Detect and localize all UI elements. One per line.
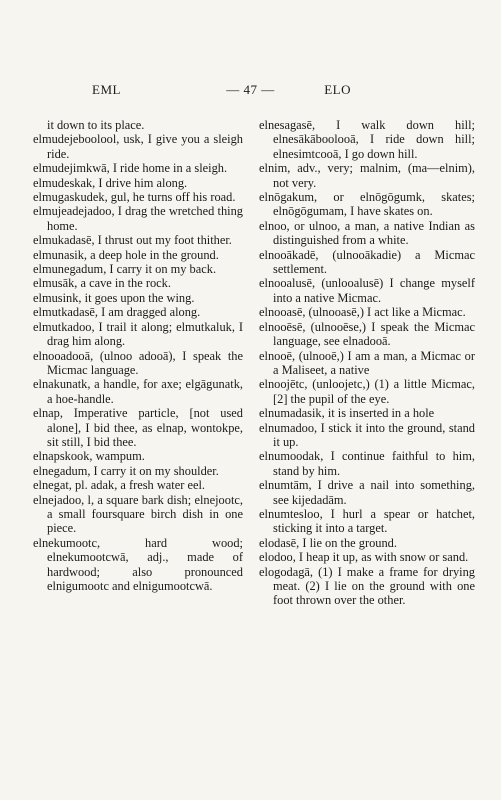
dictionary-entry: elmukadasē, I thrust out my foot thither.	[33, 233, 232, 248]
dictionary-entry: elnekumootc, hard wood; elnekumootcwā, adj., made of hardwood; also pronounced elnigumootc and elnigumootcwā.	[33, 535, 243, 593]
dictionary-entry: elnakunatk, a handle, for axe; elgāgunatk, a hoe-handle.	[33, 377, 243, 406]
dictionary-entry: elmutkadoo, I trail it along; elmutkaluk, I drag him along.	[33, 319, 243, 349]
dictionary-entry: elmugaskudek, gul, he turns off his road.	[33, 190, 236, 205]
dictionary-entry: elnumadoo, I stick it into the ground, stand it up.	[259, 420, 475, 449]
dictionary-entry: elmujeadejadoo, I drag the wretched thing home.	[33, 204, 243, 233]
dictionary-entry: elmudejeboolool, usk, I give you a sleigh ride.	[33, 132, 243, 161]
dictionary-entry: elnumtām, I drive a nail into something, see kijedadām.	[259, 478, 475, 507]
dictionary-entry: elnumadasik, it is inserted in a hole	[259, 406, 435, 421]
dictionary-entry: elmudeskak, I drive him along.	[33, 175, 188, 190]
page-header	[0, 82, 501, 102]
dictionary-entry: elnooē, (ulnooē,) I am a man, a Micmac or a Maliseet, a native	[259, 348, 475, 377]
dictionary-entry: elnegadum, I carry it on my shoulder.	[33, 463, 219, 478]
dictionary-entry: elodasē, I lie on the ground.	[259, 535, 397, 550]
dictionary-entry: elnooēsē, (ulnooēse,) I speak the Micmac language, see elnadooā.	[259, 319, 475, 349]
dictionary-entry: elnumtesloo, I hurl a spear or hatchet, sticking it into a target.	[259, 506, 475, 536]
dictionary-entry: elmunasik, a deep hole in the ground.	[33, 247, 219, 262]
dictionary-entry: elmusāk, a cave in the rock.	[33, 276, 171, 291]
dictionary-entry: elnumoodak, I continue faithful to him, stand by him.	[259, 449, 475, 478]
dictionary-entry: elnooasē, (ulnooasē,) I act like a Micmac.	[259, 305, 466, 320]
dictionary-entry: elmudejimkwā, I ride home in a sleigh.	[33, 161, 228, 176]
dictionary-entry: elnap, Imperative particle, [not used alone], I bid thee, as elnap, wontokpe, sit still, I bid thee.	[33, 406, 243, 449]
dictionary-entry: elnooadooā, (ulnoo adooā), I speak the Micmac language.	[33, 348, 243, 377]
dictionary-entry: elnegat, pl. adak, a fresh water eel.	[33, 478, 206, 493]
dictionary-entry: elodoo, I heap it up, as with snow or sand.	[259, 550, 469, 565]
left-column	[33, 118, 243, 593]
dictionary-entry: elnim, adv., very; malnim, (ma—elnim), not very.	[259, 161, 475, 190]
dictionary-entry: elmunegadum, I carry it on my back.	[33, 262, 217, 277]
dictionary-entry: elnoojētc, (unloojetc,) (1) a little Micmac, [2] the pupil of the eye.	[259, 377, 475, 406]
header-right-guideword: ELO	[324, 82, 351, 97]
right-column	[259, 118, 475, 608]
dictionary-entry: elnejadoo, l, a square bark dish; elnejootc, a small foursquare birch dish in one piece.	[33, 492, 243, 536]
dictionary-entry: elnoo, or ulnoo, a man, a native Indian as distinguished from a white.	[259, 218, 475, 248]
dictionary-entry: elmutkadasē, I am dragged along.	[33, 305, 201, 320]
dictionary-entry: elnapskook, wampum.	[33, 449, 145, 464]
dictionary-entry: elogodagā, (1) I make a frame for drying meat. (2) I lie on the ground with one foot thrown over the other.	[259, 564, 475, 608]
dictionary-entry: elnooalusē, (unlooalusē) I change myself into a native Micmac.	[259, 276, 475, 305]
dictionary-entry: it down to its place.	[47, 118, 145, 132]
header-left-guideword: EML	[92, 82, 121, 97]
dictionary-entry: elnooākadē, (ulnooākadie) a Micmac settlement.	[259, 247, 475, 277]
dictionary-entry: elnōgakum, or elnōgōgumk, skates; elnōgōgumam, I have skates on.	[259, 190, 475, 219]
page-number: — 47 —	[226, 82, 275, 97]
dictionary-entry: elmusink, it goes upon the wing.	[33, 290, 195, 305]
dictionary-entry: elnesagasē, I walk down hill; elnesākāboolooā, I ride down hill; elnesimtcooā, I go down hill.	[259, 118, 475, 161]
